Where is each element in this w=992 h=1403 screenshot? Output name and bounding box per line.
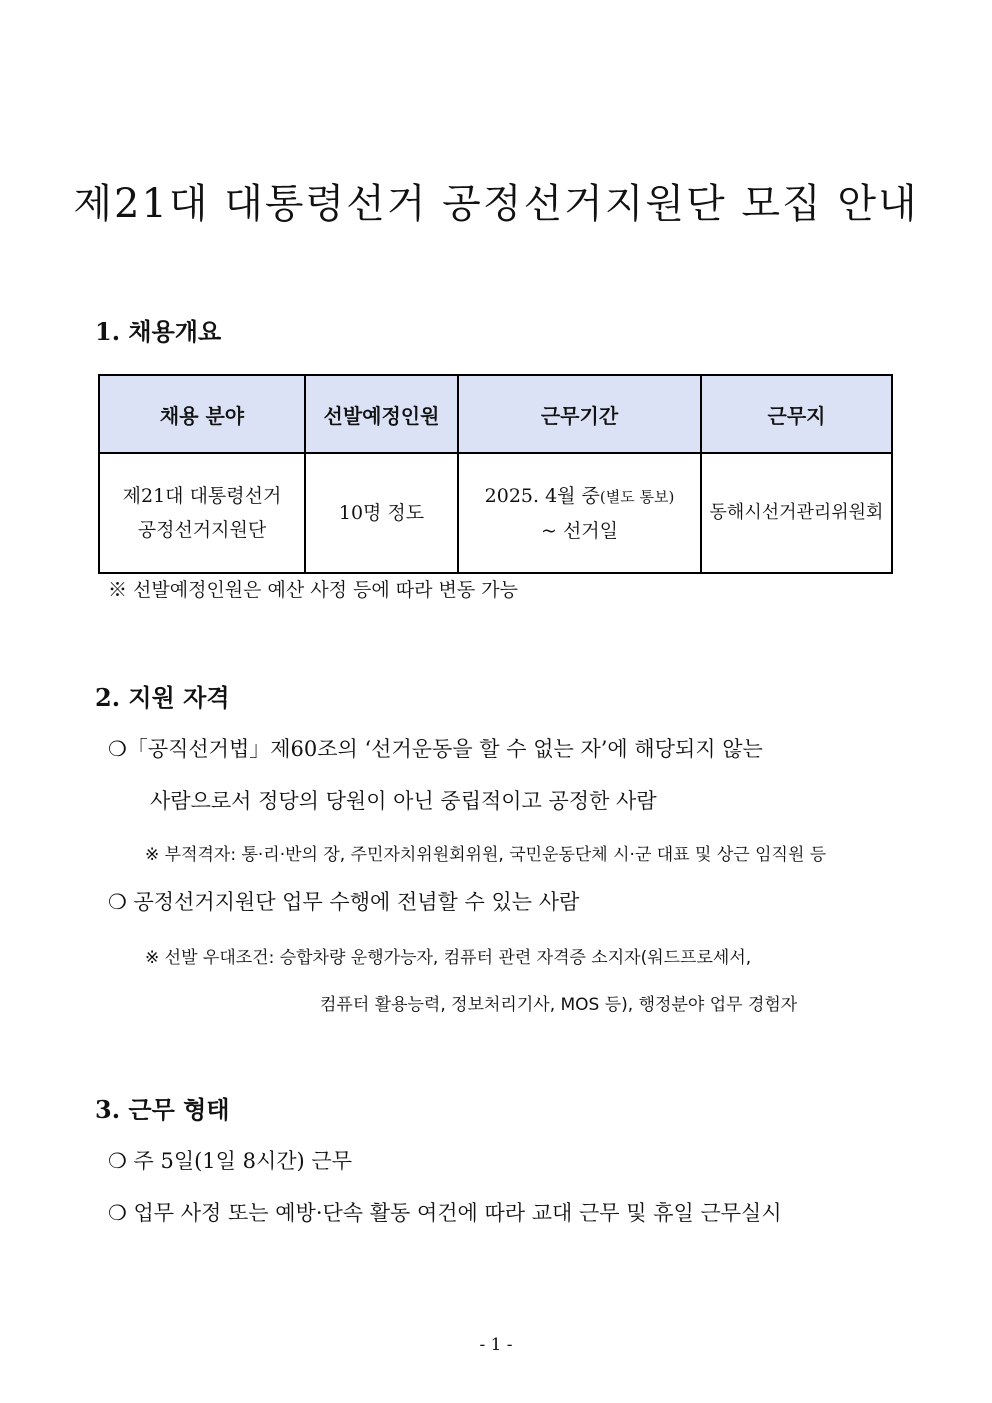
page-title: 제21대 대통령선거 공정선거지원단 모집 안내 [73,181,919,227]
work-type-bullet-1: ❍ 주 5일(1일 8시간) 근무 [108,1149,352,1173]
cell-field-line1: 제21대 대통령선거 [122,485,282,507]
cell-period-line2: ~ 선거일 [540,519,619,542]
table-header-row [99,375,892,453]
recruitment-table [98,374,893,574]
header-field: 채용 분야 [99,375,305,453]
cell-count: 10명 정도 [305,453,458,573]
header-period: 근무기간 [458,375,701,453]
cell-period [458,453,701,573]
quota-note: ※ 선발예정인원은 예산 사정 등에 따라 변동 가능 [108,579,519,601]
cell-workplace: 동해시선거관리위원회 [701,453,892,573]
ineligible-note: ※ 부적격자: 통·리·반의 장, 주민자치위원회위원, 국민운동단체 시·군 대표 및 상근 임직원 등 [145,845,827,865]
work-type-bullet-2: ❍ 업무 사정 또는 예방·단속 활동 여건에 따라 교대 근무 및 휴일 근무실시 [108,1201,782,1225]
cell-field-line2: 공정선거지원단 [137,519,267,541]
cell-period-line1: 2025. 4월 중 [484,484,600,507]
section-heading-qualification: 2. 지원 자격 [95,683,230,712]
table-row [99,453,892,573]
preference-note-line1: ※ 선발 우대조건: 승합차량 운행가능자, 컴퓨터 관련 자격증 소지자(워드프로세서, [145,948,752,968]
page-number: - 1 - [479,1335,513,1355]
qualification-bullet-2: ❍ 공정선거지원단 업무 수행에 전념할 수 있는 사람 [108,890,580,914]
section-heading-overview: 1. 채용개요 [95,317,222,346]
header-workplace: 근무지 [701,375,892,453]
cell-period-note: (별도 통보) [599,487,675,506]
qualification-bullet-1-line2: 사람으로서 정당의 당원이 아닌 중립적이고 공정한 사람 [150,789,657,813]
section-heading-work-type: 3. 근무 형태 [95,1095,230,1124]
preference-note-line2: 컴퓨터 활용능력, 정보처리기사, MOS 등), 행정분야 업무 경험자 [320,995,798,1015]
cell-field [99,453,305,573]
header-count: 선발예정인원 [305,375,458,453]
qualification-bullet-1-line1: ❍「공직선거법」제60조의 ‘선거운동을 할 수 없는 자’에 해당되지 않는 [108,737,763,761]
